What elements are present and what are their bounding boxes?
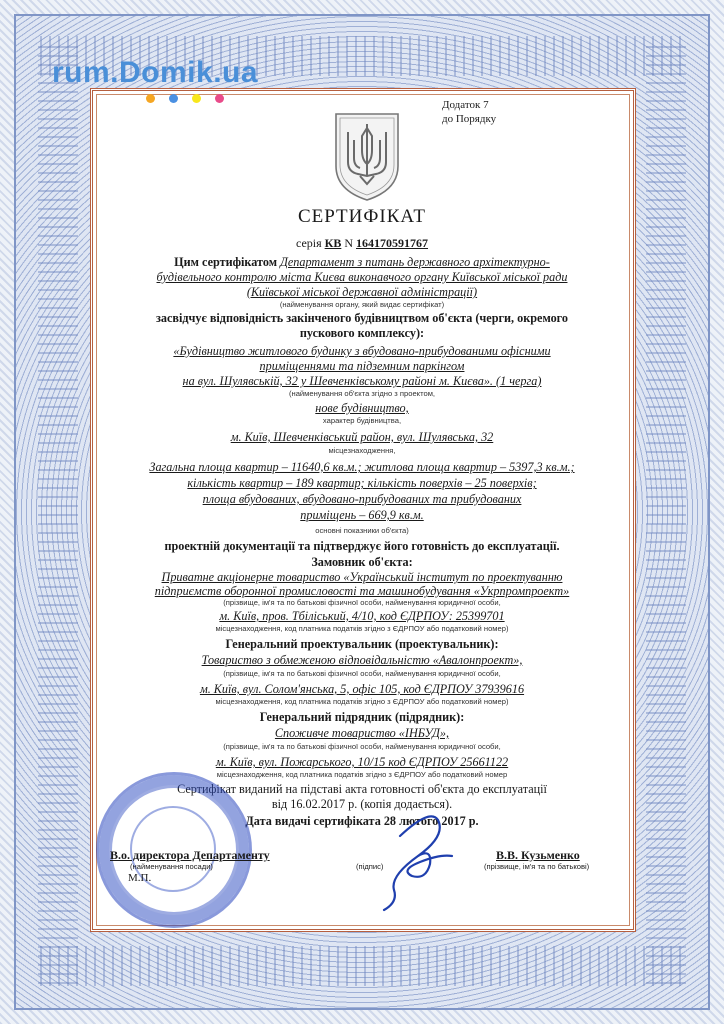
signatory-name-caption: (прізвище, ім'я та по батькові) bbox=[484, 862, 590, 871]
designer-caption-1: (прізвище, ім'я та по батькові фізичної особи, найменування юридичної особи, bbox=[223, 669, 501, 678]
construction-character-caption: характер будівництва, bbox=[322, 416, 402, 425]
customer-heading: Замовник об'єкта: bbox=[311, 555, 413, 569]
contractor-caption-1: (прізвище, ім'я та по батькові фізичної особи, найменування юридичної особи, bbox=[223, 742, 501, 751]
designer-heading: Генеральний проектувальник (проектувальник): bbox=[225, 637, 499, 651]
customer-caption-1: (прізвище, ім'я та по батькові фізичної особи, найменування юридичної особи, bbox=[223, 598, 501, 607]
signature-icon bbox=[360, 806, 460, 916]
contractor-name: Споживче товариство «ІНБУД», bbox=[274, 726, 450, 740]
certifies-line-2: пускового комплексу): bbox=[299, 326, 425, 340]
signatory-position: В.о. директора Департаменту bbox=[110, 848, 270, 862]
frame-ornament-right bbox=[646, 40, 686, 984]
basis-line-2: від 16.02.2017 р. (копія додається). bbox=[271, 797, 453, 811]
appendix-note bbox=[442, 98, 496, 126]
series-line bbox=[0, 236, 724, 251]
issuer-lead: Цим сертифікатом bbox=[174, 255, 278, 269]
customer-address: м. Київ, пров. Тбіліський, 4/10, код ЄДРПОУ: 25399701 bbox=[219, 609, 505, 623]
series-label: серія bbox=[295, 236, 322, 250]
signatory-name: В.В. Кузьменко bbox=[496, 848, 580, 862]
contractor-heading: Генеральний підрядник (підрядник): bbox=[259, 710, 465, 724]
trident-emblem-icon bbox=[332, 110, 402, 202]
indicators-line-4: приміщень – 669,9 кв.м. bbox=[300, 508, 424, 522]
signatory-position-caption: (найменування посади) bbox=[130, 862, 213, 871]
issuer-caption: (найменування органу, який видає сертифікат) bbox=[279, 300, 445, 309]
construction-character: нове будівництво, bbox=[315, 401, 409, 415]
watermark-dots bbox=[146, 90, 238, 108]
indicators-caption: основні показники об'єкта) bbox=[315, 526, 409, 535]
frame-ornament-left bbox=[38, 40, 78, 984]
issue-date-text: Дата видачі сертифіката 28 лютого 2017 р. bbox=[245, 814, 479, 828]
certificate-number: 164170591767 bbox=[356, 236, 429, 250]
object-location: м. Київ, Шевченківський район, вул. Шулявська, 32 bbox=[230, 430, 494, 444]
customer-name-1: Приватне акціонерне товариство «Український інститут по проектуванню bbox=[161, 570, 563, 584]
object-caption: (найменування об'єкта згідно з проектом, bbox=[288, 389, 436, 398]
number-label: N bbox=[344, 236, 354, 250]
issuer-line-1 bbox=[100, 255, 624, 269]
issuer-name-3: (Київської міської державної адміністрації) bbox=[246, 285, 478, 299]
object-name-1: «Будівництво житлового будинку з вбудовано-прибудованими офісними bbox=[173, 344, 551, 358]
appendix-line-2: до Порядку bbox=[442, 113, 497, 125]
designer-address: м. Київ, вул. Солом'янська, 5, офіс 105, код ЄДРПОУ 37939616 bbox=[199, 682, 525, 696]
signature-caption: (підпис) bbox=[356, 862, 384, 871]
contractor-address: м. Київ, вул. Пожарського, 10/15 код ЄДРПОУ 25661122 bbox=[215, 755, 509, 769]
series-code: КВ bbox=[324, 236, 342, 250]
certifies-line-1: засвідчує відповідність закінченого будівництвом об'єкта (черги, окремого bbox=[156, 311, 568, 325]
object-location-caption: місцезнаходження, bbox=[328, 446, 396, 455]
indicators-line-2: кількість квартир – 189 квартир; кількість поверхів – 25 поверхів; bbox=[187, 476, 537, 490]
object-name-2: приміщеннями та підземним паркінгом bbox=[259, 359, 465, 373]
watermark-text: rum.Domik.ua bbox=[52, 56, 259, 89]
object-name-3: на вул. Шулявській, 32 у Шевченківському районі м. Києва». (1 черга) bbox=[182, 374, 542, 388]
seal-place-label: М.П. bbox=[128, 872, 152, 884]
issuer-name-2: будівельного контролю міста Києва виконавчого органу Київської міської ради bbox=[156, 270, 568, 284]
indicators-line-1: Загальна площа квартир – 11640,6 кв.м.; житлова площа квартир – 5397,3 кв.м.; bbox=[149, 460, 575, 474]
indicators-line-3: площа вбудованих, вбудовано-прибудованих та прибудованих bbox=[202, 492, 522, 506]
designer-name: Товариство з обмеженою відповідальністю «Авалонпроект», bbox=[201, 653, 523, 667]
appendix-line-1: Додаток 7 bbox=[442, 99, 489, 111]
designer-caption-2: місцезнаходження, код платника податків згідно з ЄДРПОУ або податковий номер) bbox=[215, 697, 509, 706]
readiness-statement: проектній документації та підтверджує його готовність до експлуатації. bbox=[164, 539, 560, 553]
basis-line-1: Сертифікат виданий на підставі акта готовності об'єкта до експлуатації bbox=[177, 782, 547, 796]
issuer-name-1: Департамент з питань державного архітектурно- bbox=[280, 255, 550, 269]
customer-caption-2: місцезнаходження, код платника податків згідно з ЄДРПОУ або податковий номер) bbox=[215, 624, 509, 633]
customer-name-2: підприємств оборонної промисловості та машинобудування «Укрпромпроект» bbox=[154, 584, 570, 598]
page-title: СЕРТИФІКАТ bbox=[297, 206, 427, 227]
contractor-caption-2: місцезнаходження, код платника податків згідно з ЄДРПОУ або податковий номер bbox=[216, 770, 508, 779]
frame-ornament-bottom bbox=[40, 946, 684, 986]
